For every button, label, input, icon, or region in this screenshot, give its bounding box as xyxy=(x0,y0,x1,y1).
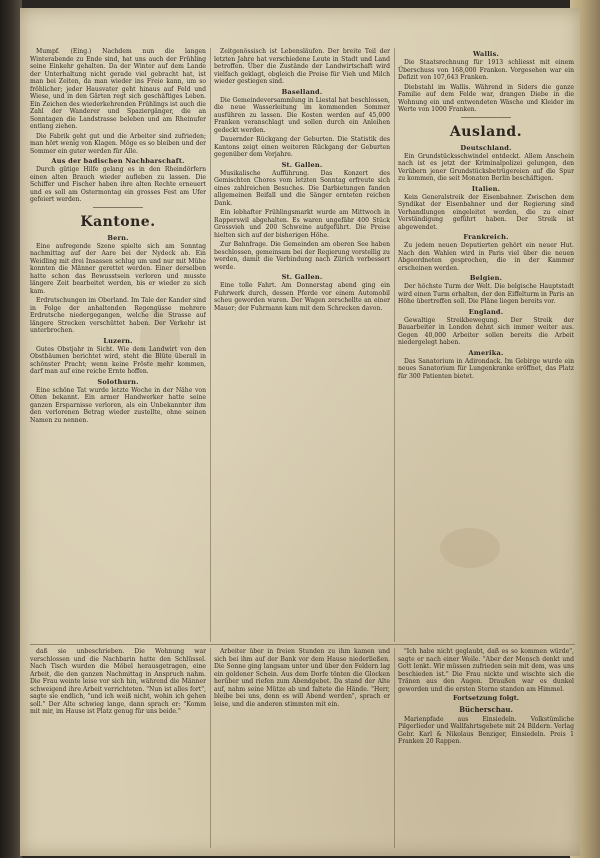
story-text-1: daß sie unbeschrieben. Die Wohnung war verschlossen und die Nachbarin hatte den Schlüssel. Nach Tisch wurden die Möbel herausgetragen, eine Arbeit, die den ganzen Nachmittag in Anspruch nahm. Die Frau weinte leise vor sich hin, während die Männer schweigend ihre Arbeit verrichteten. "Nun ist alles fort", sagte sie endlich, "und ich weiß nicht, wohin ich gehen soll." Der Alte schwieg lange, dann sprach er: "Komm mit mir, im Hause ist Platz genug für uns beide." xyxy=(30,648,206,715)
country-title-italien: Italien. xyxy=(471,184,501,193)
book-review: Marienpfade aus Einsiedeln. Volkstümliche Pilgerlieder und Wallfahrtsgebete mit 24 Bildern. Verlag Gebr. Karl & Nikolaus Benziger, Einsiedeln. Preis 1 Franken 20 Rappen. xyxy=(398,715,574,745)
article-bern: Eine aufregende Szene spielte sich am Sonntag nachmittag auf der Aare bei der Nydeck ab. Ein Weidling mit drei Insassen schlug um und nur mit Mühe konnten die Männer gerettet werden. Einer derselben hatte schon das Bewusstsein verloren und musste längere Zeit bearbeitet werden, bis er wieder zu sich kam. xyxy=(30,242,206,295)
article-frankreich: Zu jedem neuen Deputierten gehört ein neuer Hut. Nach den Wahlen wird in Paris viel über die neuen Abgeordneten gesprochen, die in der Kammer erscheinen werden. xyxy=(398,242,574,272)
country-title-amerika: Amerika. xyxy=(468,348,504,357)
article-baselland: Die Gemeindeversammlung in Liestal hat beschlossen, die neue Wasserleitung im kommenden Sommer ausführen zu lassen. Die Kosten werden auf 45,000 Franken veranschlagt und sollen durch ein Anleihen gedeckt werden. xyxy=(214,96,390,134)
feuilleton-section xyxy=(30,648,575,848)
column-3 xyxy=(398,48,574,642)
article-amerika: Das Sanatorium in Adirondack. Im Gebirge wurde ein neues Sanatorium für Lungenkranke eröffnet, das Platz für 300 Patienten bietet. xyxy=(398,357,574,380)
article-solothurn: Eine schöne Tat wurde letzte Woche in der Nähe von Olten bekannt. Ein armer Handwerker hatte seine ganzen Ersparnisse verloren, als ein Unbekannter ihm den verlorenen Betrag wieder zustellte, ohne seinen Namen zu nennen. xyxy=(30,386,206,424)
canton-title-bern: Bern. xyxy=(107,233,129,242)
country-title-england: England. xyxy=(468,307,504,316)
article-mumpf-cont: Die Fabrik geht gut und die Arbeiter sind zufrieden; man hört wenig von Klagen. Möge es so bleiben und der Sommer ein guter werden für Alle. xyxy=(30,132,206,155)
article-wallis-2: Diebstahl im Wallis. Während in Siders die ganze Familie auf dem Felde war, drangen Diebe in die Wohnung ein und entwendeten Wäsche und Kleider im Werte von 1000 Franken. xyxy=(398,83,574,113)
article-stgallen: Musikalische Aufführung. Das Konzert des Gemischten Chores vom letzten Sonntag erfreute sich eines zahlreichen Besuches. Die Darbietungen fanden allgemeinen Beifall und die Sänger ernteten reichen Dank. xyxy=(214,169,390,207)
article-luzern: Gutes Obstjahr in Sicht. Wie dem Landwirt von den Obstbäumen berichtet wird, steht die Blüte überall in schönster Pracht; wenn keine Fröste mehr kommen, darf man auf eine reiche Ernte hoffen. xyxy=(30,345,206,375)
article-p3: Ein lebhafter Frühlingsmarkt wurde am Mittwoch in Rapperswil abgehalten. Es waren ungefähr 400 Stück Grossvieh und 200 Schweine aufgeführt. Die Preise hielten sich auf der bisherigen Höhe. xyxy=(214,209,390,239)
canton-title-luzern: Luzern. xyxy=(103,336,133,345)
country-title-belgien: Belgien. xyxy=(469,274,503,282)
article-italien: Kein Generalstreik der Eisenbahner. Zwischen dem Syndikat der Eisenbahner und der Regierung sind Verhandlungen eingeleitet worden, die zu einer Verständigung geführt haben. Der Streik ist abgewendet. xyxy=(398,193,574,231)
canton-title-stgallen: St. Gallen. xyxy=(281,160,323,169)
canton-title-baselland: Baselland. xyxy=(281,87,323,96)
story-text-3: "Ich habe nicht geglaubt, daß es so kommen würde", sagte er nach einer Weile. "Aber der Mensch denkt und Gott lenkt. Wir müssen zufrieden sein mit dem, was uns beschieden ist." Die Frau nickte und wischte sich die Tränen aus den Augen. Draußen war es dunkel geworden und die ersten Sterne standen am Himmel. xyxy=(398,648,574,693)
article-england: Gewaltige Streikbewegung. Der Streik der Bauarbeiter in London dehnt sich immer weiter aus. Gegen 40,000 Arbeiter sollen bereits die Arbeit niedergelegt haben. xyxy=(398,316,574,346)
section-heading-ausland: Ausland. xyxy=(449,123,523,140)
divider xyxy=(461,117,511,118)
article-notice: Durch gütige Hilfe gelang es in den Rheindörfern einen alten Brauch wieder aufleben zu lassen. Die Schiffer und Fischer haben ihre alten Rechte erneuert und es soll am Ostermontag ein grosses Fest am Ufer gefeiert werden. xyxy=(30,166,206,203)
section-title-buecherschau: Bücherschau. xyxy=(459,704,513,714)
divider xyxy=(93,207,143,208)
article-wallis: Die Staatsrechnung für 1913 schliesst mit einem Überschuss von 168,000 Franken. Vorgesehen war ein Defizit von 107,643 Franken. xyxy=(398,59,574,81)
country-title-frankreich: Frankreich. xyxy=(463,233,509,241)
feuilleton-column-3 xyxy=(398,648,574,848)
article-belgien: Der höchste Turm der Welt. Die belgische Hauptstadt wird einen Turm erhalten, der den Eiffelturm in Paris an Höhe übertreffen soll. Die Pläne liegen bereits vor. xyxy=(398,283,574,305)
feuilleton-divider xyxy=(30,644,575,645)
article-p4: Zur Bahnfrage. Die Gemeinden am oberen See haben beschlossen, gemeinsam bei der Regierung vorstellig zu werden, damit die Verbindung nach Zürich verbessert werde. xyxy=(214,241,390,271)
story-text-2: Arbeiter über in freien Stunden zu ihm kamen und sich bei ihm auf der Bank vor dem Hause niederließen. Die Sonne ging langsam unter und über den Feldern lag ein goldener Schein. Aus dem Dorfe tönten die Glocken herüber und riefen zum Abendgebet. Da stand der Alte auf, nahm seine Mütze ab und faltete die Hände. "Herr, bleibe bei uns, denn es will Abend werden", sprach er leise, und die anderen stimmten mit ein. xyxy=(214,648,390,708)
column-2 xyxy=(214,48,390,642)
article-deutschland: Ein Grundstücksschwindel entdeckt. Allem Anschein nach ist es jetzt der Kriminalpolizei gelungen, den Verübern jener Grundstücksbetrügereien auf die Spur zu kommen, die seit Monaten Berlin beschäftigen. xyxy=(398,152,574,182)
article-p2: Dauernder Rückgang der Geburten. Die Statistik des Kantons zeigt einen weiteren Rückgang der Geburten gegenüber dem Vorjahre. xyxy=(214,136,390,158)
newspaper-page xyxy=(20,8,580,856)
country-title-deutschland: Deutschland. xyxy=(460,143,512,152)
canton-title-solothurn: Solothurn. xyxy=(97,377,139,386)
article-p1: Zeitgenössisch ist Lebensläufen. Der breite Teil der letzten Jahre hat verschiedene Leute in Stadt und Land betroffen. Über die Zustände der Landwirtschaft wird vielfach geklagt, obgleich die Preise für Vieh und Milch wieder gestiegen sind. xyxy=(214,48,390,85)
section-heading-kantone: Kantone. xyxy=(80,213,156,230)
article-stgallen-2: Eine tolle Fahrt. Am Donnerstag abend ging ein Fuhrwerk durch, dessen Pferde vor einem Automobil scheu geworden waren. Der Wagen zerschellte an einer Mauer; der Fuhrmann kam mit dem Schrecken davon. xyxy=(214,282,390,312)
book-binding-left xyxy=(0,0,22,858)
article-mumpf: Mumpf. (Eing.) Nachdem nun die langen Winterabende zu Ende sind, hat uns auch der Frühling seine Einkehr gehalten. Da der Winter auf dem Lande der Unterhaltung nicht gerade viel gebracht hat, ist man bei Zeiten, da man wieder ins Freie kann, um so fröhlicher; jeder Hausvater geht hinaus auf Feld und Wiese, und in den Gärten regt sich geschäftiges Leben. Ein Zeichen des wiederkehrenden Frühlings ist auch die Zahl der Wanderer und Spaziergänger, die an Sonntagen die Landstrasse beleben und am Rheinufer entlang ziehen. xyxy=(30,48,206,130)
columns-top xyxy=(30,48,575,642)
canton-title-wallis: Wallis. xyxy=(472,50,500,58)
feuilleton-column-1 xyxy=(30,648,206,848)
canton-title-stgallen-2: St. Gallen. xyxy=(281,273,323,281)
feuilleton-column-2 xyxy=(214,648,390,848)
column-1 xyxy=(30,48,206,642)
article-bern-2: Erdrutschungen im Oberland. Im Tale der Kander sind in Folge der anhaltenden Regengüsse mehrere Erdrutsche niedergegangen, welche die Strasse auf längere Strecken verschüttet haben. Der Verkehr ist unterbrochen. xyxy=(30,297,206,334)
section-title: Aus der badischen Nachbarschaft. xyxy=(51,157,185,165)
continuation-note: Fortsetzung folgt. xyxy=(452,694,520,702)
